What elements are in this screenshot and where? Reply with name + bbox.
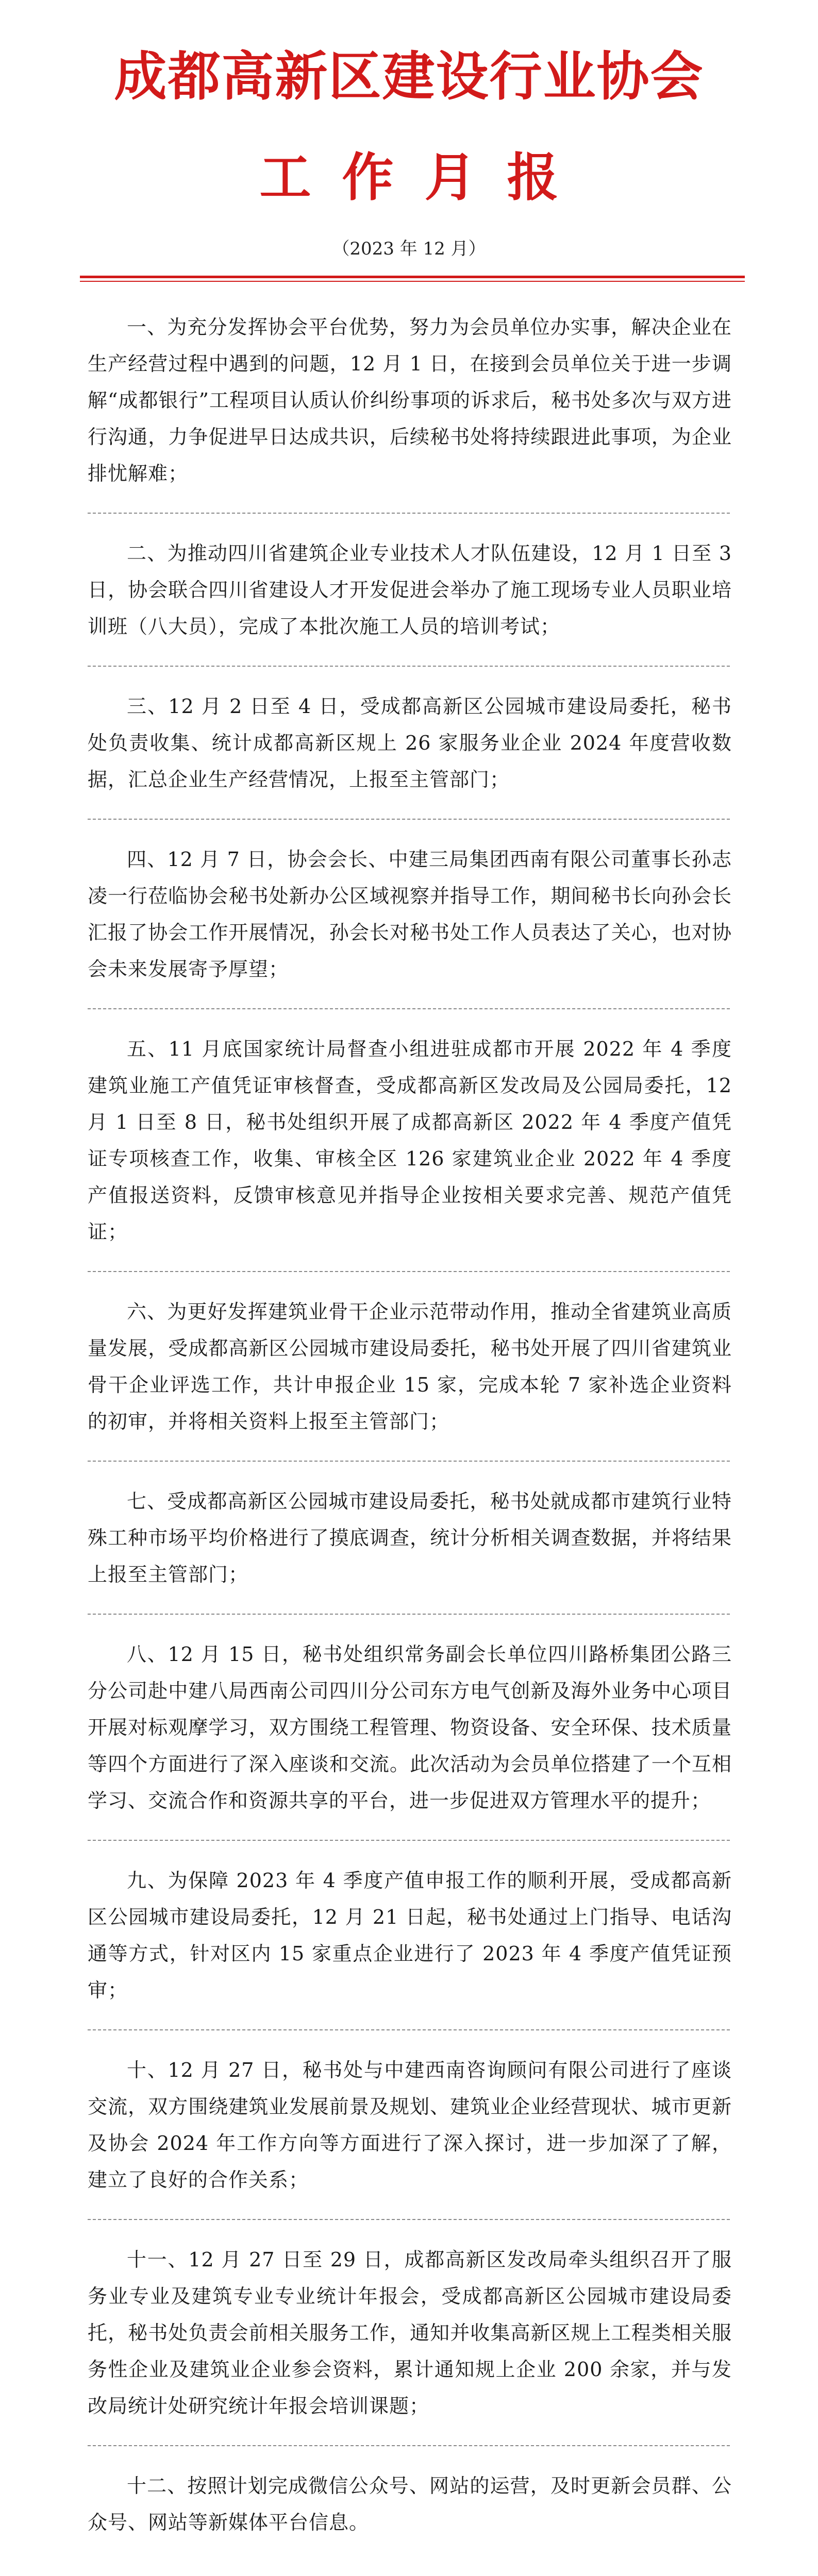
- paragraph-11: 十一、12 月 27 日至 29 日，成都高新区发改局牵头组织召开了服务业专业及建筑专业专业统计年报会，受成都高新区公园城市建设局委托，秘书处负责会前相关服务工作，通知并收集高新区规上工程类相关服务性企业及建筑业企业参会资料，累计通知规上企业 200 余家，并与发改局统计处研究统计年报会培训课题；: [88, 2248, 732, 2417]
- paragraph-divider: [88, 1461, 732, 1462]
- paragraph-1: 一、为充分发挥协会平台优势，努力为会员单位办实事，解决企业在生产经营过程中遇到的问题，12 月 1 日，在接到会员单位关于进一步调解“成都银行”工程项目认质认价纠纷事项的诉求后，秘书处多次与双方进行沟通，力争促进早日达成共识，后续秘书处将持续跟进此事项，为企业排忧解难；: [88, 316, 732, 485]
- report-body: [88, 309, 732, 2541]
- paragraph-5: 五、11 月底国家统计局督查小组进驻成都市开展 2022 年 4 季度建筑业施工产值凭证审核督查，受成都高新区发改局及公园局委托，12 月 1 日至 8 日，秘书处组织开展了成都高新区 2022 年 4 季度产值凭证专项核查工作，收集、审核全区 126 家建筑业企业 2022 年 4 季度产值报送资料，反馈审核意见并指导企业按相关要求完善、规范产值凭证；: [88, 1038, 732, 1243]
- paragraph-divider: [88, 1614, 732, 1615]
- paragraph-divider: [88, 1271, 732, 1272]
- issue-label: （2023 年 12 月）: [332, 239, 486, 259]
- paragraph-8: 八、12 月 15 日，秘书处组织常务副会长单位四川路桥集团公路三分公司赴中建八局西南公司四川分公司东方电气创新及海外业务中心项目开展对标观摩学习，双方围绕工程管理、物资设备、安全环保、技术质量等四个方面进行了深入座谈和交流。此次活动为会员单位搭建了一个互相学习、交流合作和资源共享的平台，进一步促进双方管理水平的提升；: [88, 1643, 732, 1812]
- paragraph-12: 十二、按照计划完成微信公众号、网站的运营，及时更新会员群、公众号、网站等新媒体平台信息。: [88, 2475, 732, 2534]
- paragraph-4: 四、12 月 7 日，协会会长、中建三局集团西南有限公司董事长孙志凌一行莅临协会秘书处新办公区域视察并指导工作，期间秘书长向孙会长汇报了协会工作开展情况，孙会长对秘书处工作人员表达了关心，也对协会未来发展寄予厚望；: [88, 848, 732, 980]
- paragraph-divider: [88, 2445, 732, 2446]
- org-title: 成都高新区建设行业协会: [114, 46, 704, 108]
- paragraph-3: 三、12 月 2 日至 4 日，受成都高新区公园城市建设局委托，秘书处负责收集、统计成都高新区规上 26 家服务业企业 2024 年度营收数据，汇总企业生产经营情况，上报至主管部门；: [88, 695, 732, 791]
- paragraph-6: 六、为更好发挥建筑业骨干企业示范带动作用，推动全省建筑业高质量发展，受成都高新区公园城市建设局委托，秘书处开展了四川省建筑业骨干企业评选工作，共计申报企业 15 家，完成本轮 7 家补选企业资料的初审，并将相关资料上报至主管部门；: [88, 1300, 732, 1433]
- paragraph-divider: [88, 666, 732, 667]
- paragraph-10: 十、12 月 27 日，秘书处与中建西南咨询顾问有限公司进行了座谈交流，双方围绕建筑业发展前景及规划、建筑业企业经营现状、城市更新及协会 2024 年工作方向等方面进行了深入探讨，进一步加深了了解，建立了良好的合作关系；: [88, 2059, 732, 2191]
- paragraph-divider: [88, 2029, 732, 2030]
- report-title: 工作月报: [259, 147, 590, 208]
- paragraph-9: 九、为保障 2023 年 4 季度产值申报工作的顺利开展，受成都高新区公园城市建设局委托，12 月 21 日起，秘书处通过上门指导、电话沟通等方式，针对区内 15 家重点企业进行了 2023 年 4 季度产值凭证预审；: [88, 1869, 732, 2002]
- paragraph-7: 七、受成都高新区公园城市建设局委托，秘书处就成都市建筑行业特殊工种市场平均价格进行了摸底调查，统计分析相关调查数据，并将结果上报至主管部门；: [88, 1490, 732, 1586]
- header-divider: [80, 276, 745, 282]
- paragraph-divider: [88, 513, 732, 514]
- paragraph-divider: [88, 1840, 732, 1841]
- paragraph-2: 二、为推动四川省建筑企业专业技术人才队伍建设，12 月 1 日至 3 日，协会联合四川省建设人才开发促进会举办了施工现场专业人员职业培训班（八大员），完成了本批次施工人员的培训考试；: [88, 542, 732, 638]
- paragraph-divider: [88, 1008, 732, 1009]
- paragraph-divider: [88, 819, 732, 820]
- paragraph-divider: [88, 2219, 732, 2220]
